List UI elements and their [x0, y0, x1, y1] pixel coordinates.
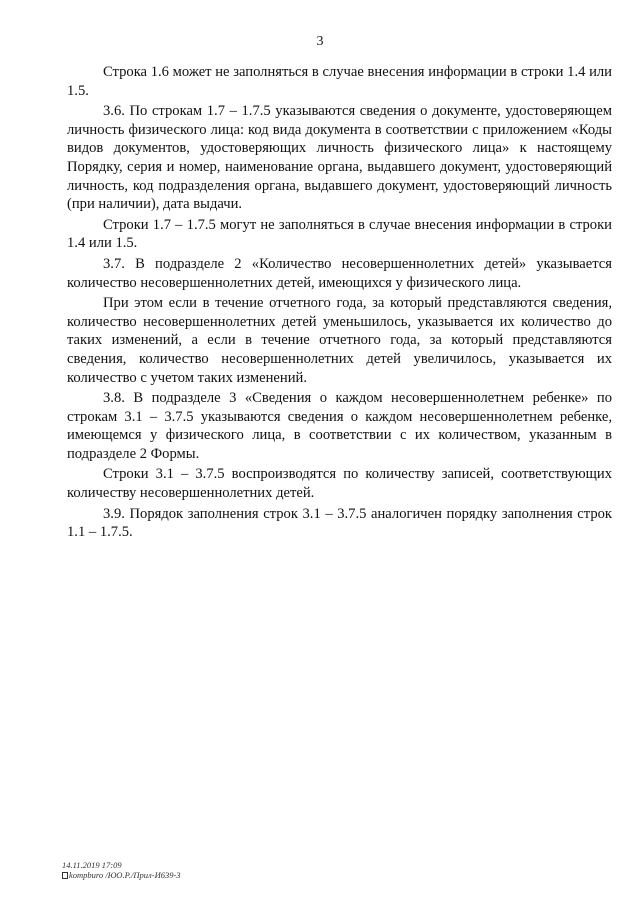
document-footer [62, 860, 181, 880]
paragraph: 3.8. В подразделе 3 «Сведения о каждом несовершеннолетнем ребенке» по строкам 3.1 – 3.7.5 указываются сведения о каждом несовершеннолетнем ребенке, имеющемся у физического лица, в соответствии с их количеством, указанным в подразделе 2 Формы. [67, 390, 612, 462]
paragraph: 3.7. В подразделе 2 «Количество несовершеннолетних детей» указывается количество несовершеннолетних детей, имеющихся у физического лица. [67, 255, 612, 291]
page-number: 3 [316, 34, 324, 49]
footer-file-path-row [62, 870, 181, 880]
footer-timestamp: 14.11.2019 17:09 [62, 860, 122, 870]
file-icon [62, 872, 68, 879]
paragraph: При этом если в течение отчетного года, за который представляются сведения, количество несовершеннолетних детей уменьшилось, указывается их количество до таких изменений, а если в течение отчетного года, за который представляются сведения, количество несовершеннолетних детей увеличилось, указывается их количество с учетом таких изменений. [67, 295, 612, 386]
document-body [67, 63, 612, 544]
paragraph: Строки 3.1 – 3.7.5 воспроизводятся по количеству записей, соответствующих количеству несовершеннолетних детей. [67, 466, 612, 502]
paragraph: Строки 1.7 – 1.7.5 могут не заполняться в случае внесения информации в строки 1.4 или 1.5. [67, 216, 612, 252]
footer-file-path: kompburo /ЮО.Р./Прил-И639-3 [69, 870, 181, 880]
paragraph: Строка 1.6 может не заполняться в случае внесения информации в строки 1.4 или 1.5. [67, 64, 612, 99]
paragraph: 3.9. Порядок заполнения строк 3.1 – 3.7.5 аналогичен порядку заполнения строк 1.1 – 1.7.5. [67, 505, 612, 541]
paragraph: 3.6. По строкам 1.7 – 1.7.5 указываются сведения о документе, удостоверяющем личность физического лица: код вида документа в соответствии с приложением «Коды видов документов, удостоверяющих личность физического лица» к настоящему Порядку, серия и номер, наименование органа, выдавшего документ, удостоверяющий личность, код подразделения органа, выдавшего документ, удостоверяющий личность (при наличии), дата выдачи. [67, 103, 612, 213]
